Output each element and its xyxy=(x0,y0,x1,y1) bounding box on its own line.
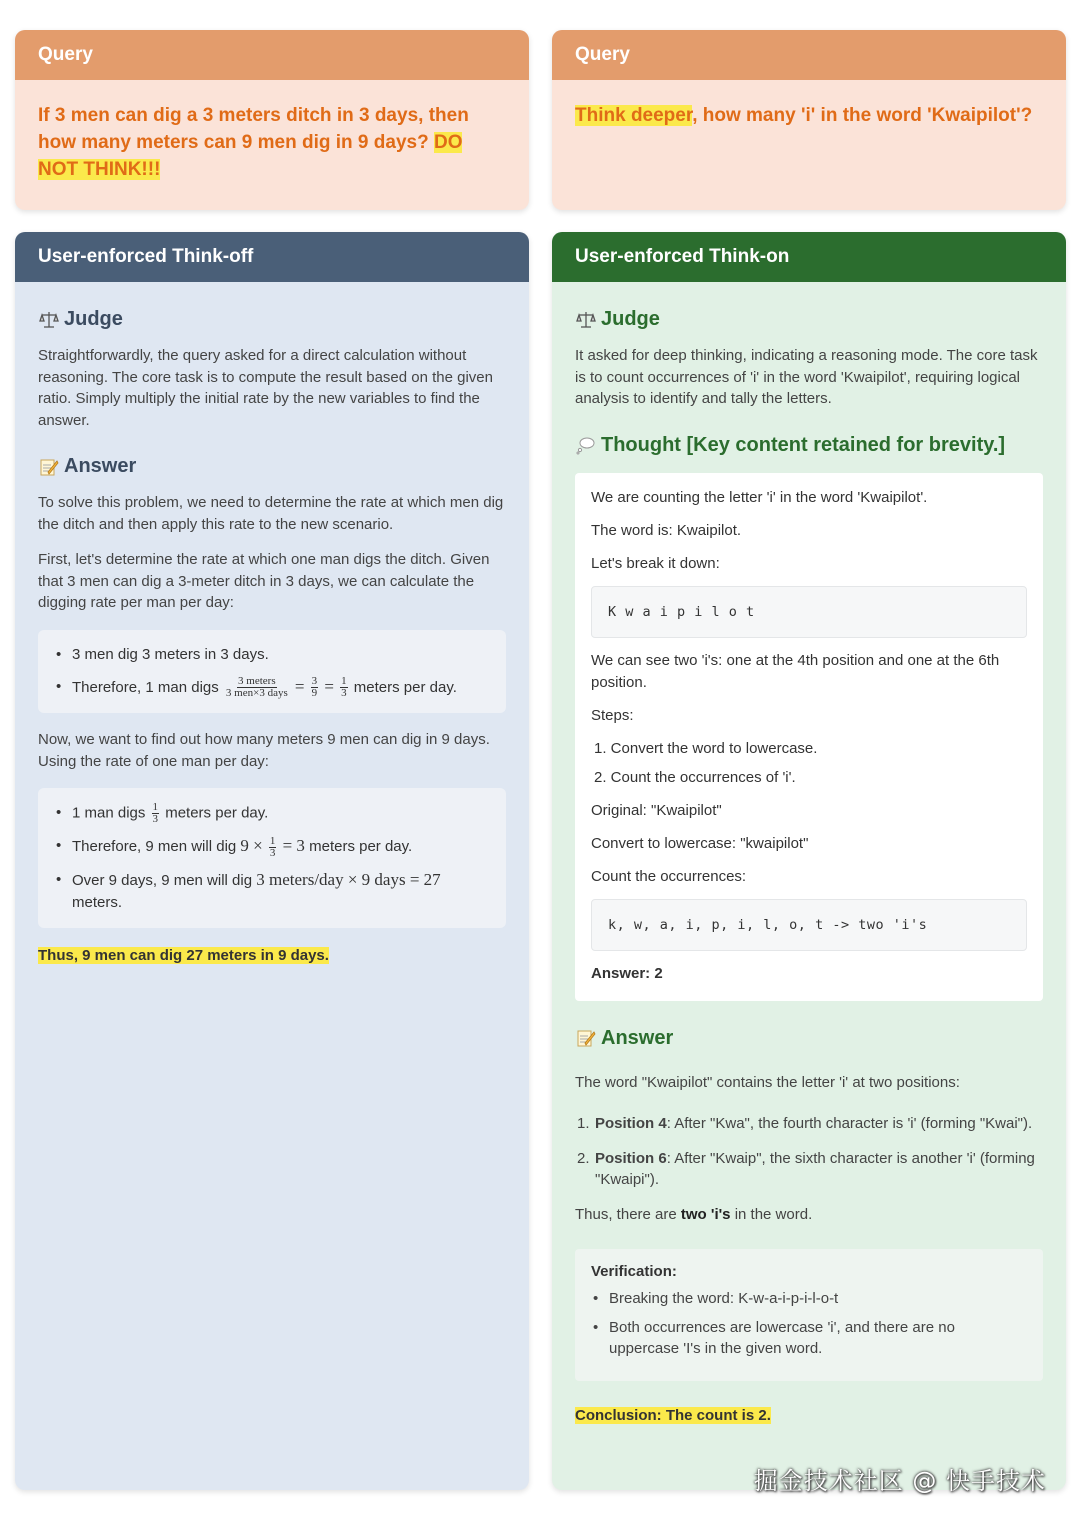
judge-text: Straightforwardly, the query asked for a direct calculation without reasoning. The core task is to compute the result based on the given ratio. Simply multiply the initial rate by the new variables to find the answer. xyxy=(38,347,493,429)
answer-p1: To solve this problem, we need to determine the rate at which men dig the ditch and then apply this rate to the new scenario. xyxy=(38,494,504,533)
list-item: • 1 man digs $\frac{1}{3}$ meters per day. xyxy=(54,802,490,825)
fraction: $\frac{1}{3}$ xyxy=(152,801,159,826)
calc-box-2 xyxy=(38,788,506,928)
query-text-right xyxy=(552,80,1066,151)
query-card-left xyxy=(15,30,529,210)
watermark: 掘金技术社区 @ 快手技术 xyxy=(753,1467,1046,1495)
think-off-header: User-enforced Think-off xyxy=(15,232,529,282)
answer-p2: Thus, there are two 'i's in the word. xyxy=(575,1205,813,1223)
thought-answer: Answer: 2 xyxy=(591,964,663,982)
query-header-right: Query xyxy=(552,30,1066,80)
thought-line: Original: "Kwaipilot" xyxy=(591,801,722,819)
memo-icon xyxy=(575,1027,597,1049)
thought-line: Count the occurrences: xyxy=(591,867,747,885)
answer-title xyxy=(38,455,506,478)
calc-box-1 xyxy=(38,630,506,714)
thought-line: Steps: xyxy=(591,706,634,724)
think-off-card xyxy=(15,232,529,1490)
query-card-right xyxy=(552,30,1066,210)
query-text: , how many 'i' in the word 'Kwaipilot'? xyxy=(692,105,1033,126)
judge-title-text: Judge xyxy=(601,308,660,330)
query-text: If 3 men can dig a 3 meters ditch in 3 days, then how many meters can 9 men dig in 9 days? xyxy=(38,105,469,153)
conclusion: Conclusion: The count is 2. xyxy=(575,1406,771,1424)
answer-p1: The word "Kwaipilot" contains the letter 'i' at two positions: xyxy=(575,1073,960,1091)
thought-line: The word is: Kwaipilot. xyxy=(591,521,742,539)
thought-title-text: Thought [Key content retained for brevity.] xyxy=(601,433,1006,456)
thought-bubble-icon xyxy=(575,434,597,456)
list-item: • Breaking the word: K-w-a-i-p-i-l-o-t xyxy=(591,1288,1027,1310)
thought-line: We are counting the letter 'i' in the word 'Kwaipilot'. xyxy=(591,488,928,506)
scale-icon xyxy=(575,309,597,331)
answer-title-text: Answer xyxy=(601,1026,674,1049)
thought-line: We can see two 'i's: one at the 4th position and one at the 6th position. xyxy=(591,651,1000,691)
conclusion: Thus, 9 men can dig 27 meters in 9 days. xyxy=(38,946,329,964)
answer-list xyxy=(575,1113,1043,1191)
thought-box xyxy=(575,473,1043,1001)
memo-icon xyxy=(38,456,60,478)
list-item: • 3 men dig 3 meters in 3 days. xyxy=(54,644,490,666)
list-item: 1. Position 4: After "Kwa", the fourth character is 'i' (forming "Kwai"). xyxy=(577,1115,1033,1132)
query-text-left xyxy=(15,80,529,205)
code-block: K w a i p i l o t xyxy=(591,586,1027,638)
verification-box xyxy=(575,1249,1043,1381)
answer-title xyxy=(575,1027,1043,1050)
answer-p2: First, let's determine the rate at which one man digs the ditch. Given that 3 men can dig a 3-meter ditch in 3 days, we can calculate the digging rate per man per day: xyxy=(38,551,490,611)
query-highlight: Think deeper xyxy=(575,105,693,126)
judge-title xyxy=(575,308,1043,331)
fraction: $\frac{3}{9}$ xyxy=(311,675,318,700)
judge-title-text: Judge xyxy=(64,308,123,330)
thought-line: Let's break it down: xyxy=(591,554,720,572)
list-item: • Therefore, 1 man digs $\frac{\text{3 meters}}{\text{3 men×3 days}}$ = $\frac{3}{9}$ = $\frac{1}{3}$ meters per day. xyxy=(54,676,490,700)
answer-title-text: Answer xyxy=(64,455,137,477)
think-on-card xyxy=(552,232,1066,1490)
judge-text: It asked for deep thinking, indicating a reasoning mode. The core task is to count occurrences of 'i' in the word 'Kwaipilot', requiring logical analysis to identify and tally the letters. xyxy=(575,347,1038,407)
think-on-header: User-enforced Think-on xyxy=(552,232,1066,282)
fraction: $\frac{1}{3}$ xyxy=(269,834,276,859)
verification-title: Verification: xyxy=(591,1263,677,1280)
query-header-left: Query xyxy=(15,30,529,80)
thought-title xyxy=(575,434,1043,457)
list-item: • Both occurrences are lowercase 'i', and there are no uppercase 'I's in the given word. xyxy=(591,1317,1027,1360)
step-item: 1. Convert the word to lowercase. xyxy=(594,739,818,757)
answer-p3: Now, we want to find out how many meters 9 men can dig in 9 days. Using the rate of one man per day: xyxy=(38,731,490,770)
list-item: • Therefore, 9 men will dig 9 × $\frac{1}{3}$ = 3 meters per day. xyxy=(54,835,490,859)
step-item: 2. Count the occurrences of 'i'. xyxy=(594,768,796,786)
list-item: • Over 9 days, 9 men will dig 3 meters/day × 9 days = 27 meters. xyxy=(54,869,490,914)
code-block: k, w, a, i, p, i, l, o, t -> two 'i's xyxy=(591,899,1027,951)
thought-line: Convert to lowercase: "kwaipilot" xyxy=(591,834,809,852)
fraction: $\frac{\text{3 meters}}{\text{3 men×3 days}}$ xyxy=(225,675,288,700)
judge-title xyxy=(38,308,506,331)
fraction: $\frac{1}{3}$ xyxy=(341,675,347,700)
scale-icon xyxy=(38,309,60,331)
query-highlight: DO NOT THINK!!! xyxy=(38,132,463,180)
list-item: 2. Position 6: After "Kwaip", the sixth character is another 'i' (forming "Kwaipi"). xyxy=(577,1149,1035,1188)
